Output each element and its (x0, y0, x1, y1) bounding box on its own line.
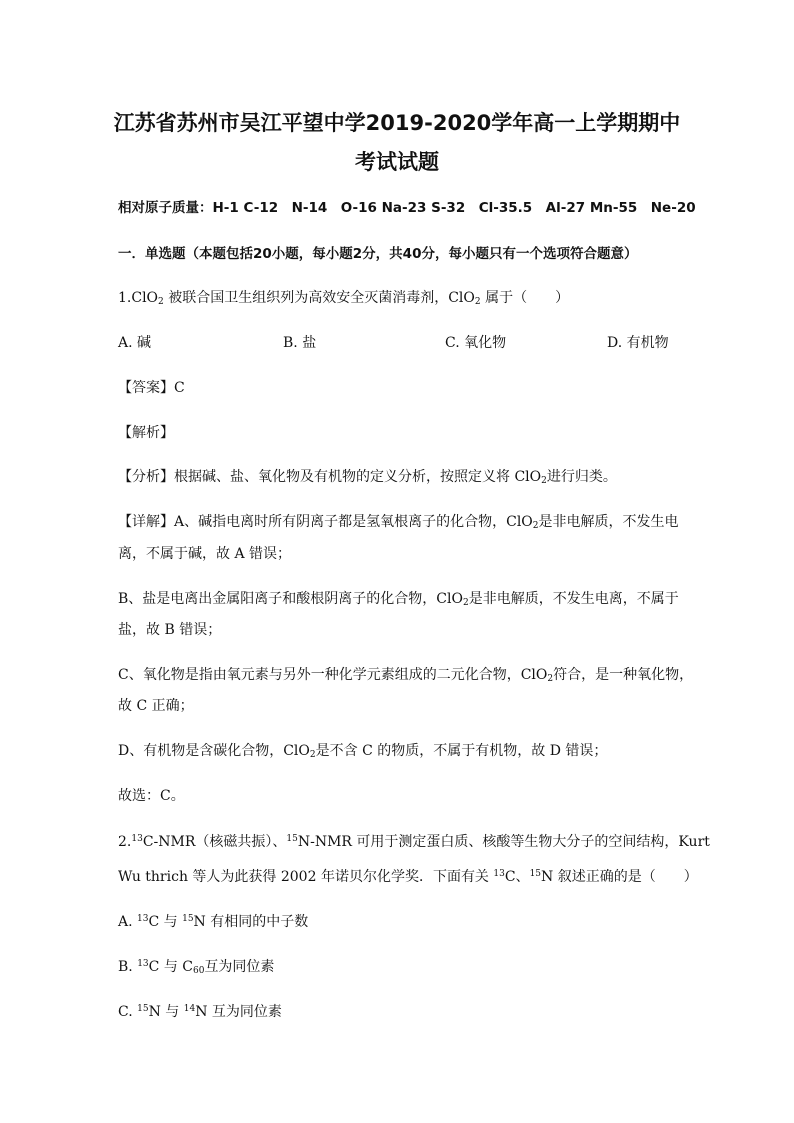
question-1-detail-1-line-2: 离，不属于碱，故 A 错误； (118, 546, 292, 562)
question-1-analysis-label: 【解析】 (118, 425, 174, 441)
question-1-fenxi: 【分析】根据碱、盐、氧化物及有机物的定义分析，按照定义将 ClO$_2$进行归类。 (118, 469, 617, 486)
question-1-option-a: A. 碱 (118, 335, 152, 351)
document-title-line2: 考试试题 (355, 150, 439, 174)
question-1-conclusion: 故选：C。 (118, 788, 185, 804)
question-2-option-b: B. $^{13}$C 与 $C_{60}$互为同位素 (118, 959, 275, 976)
question-1-detail-3-line-2: 故 C 正确； (118, 698, 194, 714)
question-2-stem-line-2: Wu thrich 等人为此获得 2002 年诺贝尔化学奖．下面有关 $^{13}$C、$^{15}$N 叙述正确的是（ ） (118, 869, 698, 885)
atomic-mass-reference: 相对原子质量：H-1 C-12 N-14 O-16 Na-23 S-32 Cl-35.5 Al-27 Mn-55 Ne-20 (118, 200, 696, 216)
question-2-option-c: C. $^{15}$N 与 $^{14}$N 互为同位素 (118, 1004, 282, 1020)
section-heading: 一．单选题（本题包括20小题，每小题2分，共40分，每小题只有一个选项符合题意） (118, 246, 638, 262)
question-1-stem: 1.ClO$_2$ 被联合国卫生组织列为高效安全灭菌消毒剂，ClO$_2$ 属于（ ） (118, 290, 570, 307)
question-1-detail-4: D、有机物是含碳化合物，ClO$_2$是不含 C 的物质，不属于有机物，故 D 错误； (118, 743, 608, 760)
question-1-detail-1-line-1: 【详解】A、碱指电离时所有阴离子都是氢氧根离子的化合物，ClO$_2$是非电解质，不发生电 (118, 514, 679, 531)
question-1-option-d: D. 有机物 (607, 335, 669, 351)
question-1-option-b: B. 盐 (283, 335, 317, 351)
question-2-option-a: A. $^{13}$C 与 $^{15}$N 有相同的中子数 (118, 914, 309, 930)
question-1-detail-2-line-1: B、盐是电离出金属阳离子和酸根阴离子的化合物，ClO$_2$是非电解质，不发生电离，不属于 (118, 591, 679, 608)
question-1-answer: 【答案】C (118, 380, 185, 396)
question-1-detail-2-line-2: 盐，故 B 错误； (118, 622, 222, 638)
question-1-option-c: C. 氧化物 (445, 335, 507, 351)
question-2-stem-line-1: 2.13C-NMR（核磁共振）、$^{15}$N-NMR 可用于测定蛋白质、核酸等生物大分子的空间结构，Kurt (118, 834, 710, 850)
question-1-detail-3-line-1: C、氧化物是指由氧元素与另外一种化学元素组成的二元化合物，ClO$_2$符合，是一种氧化物， (118, 667, 694, 684)
document-title-line1: 江苏省苏州市吴江平望中学2019-2020学年高一上学期期中 (113, 111, 681, 135)
